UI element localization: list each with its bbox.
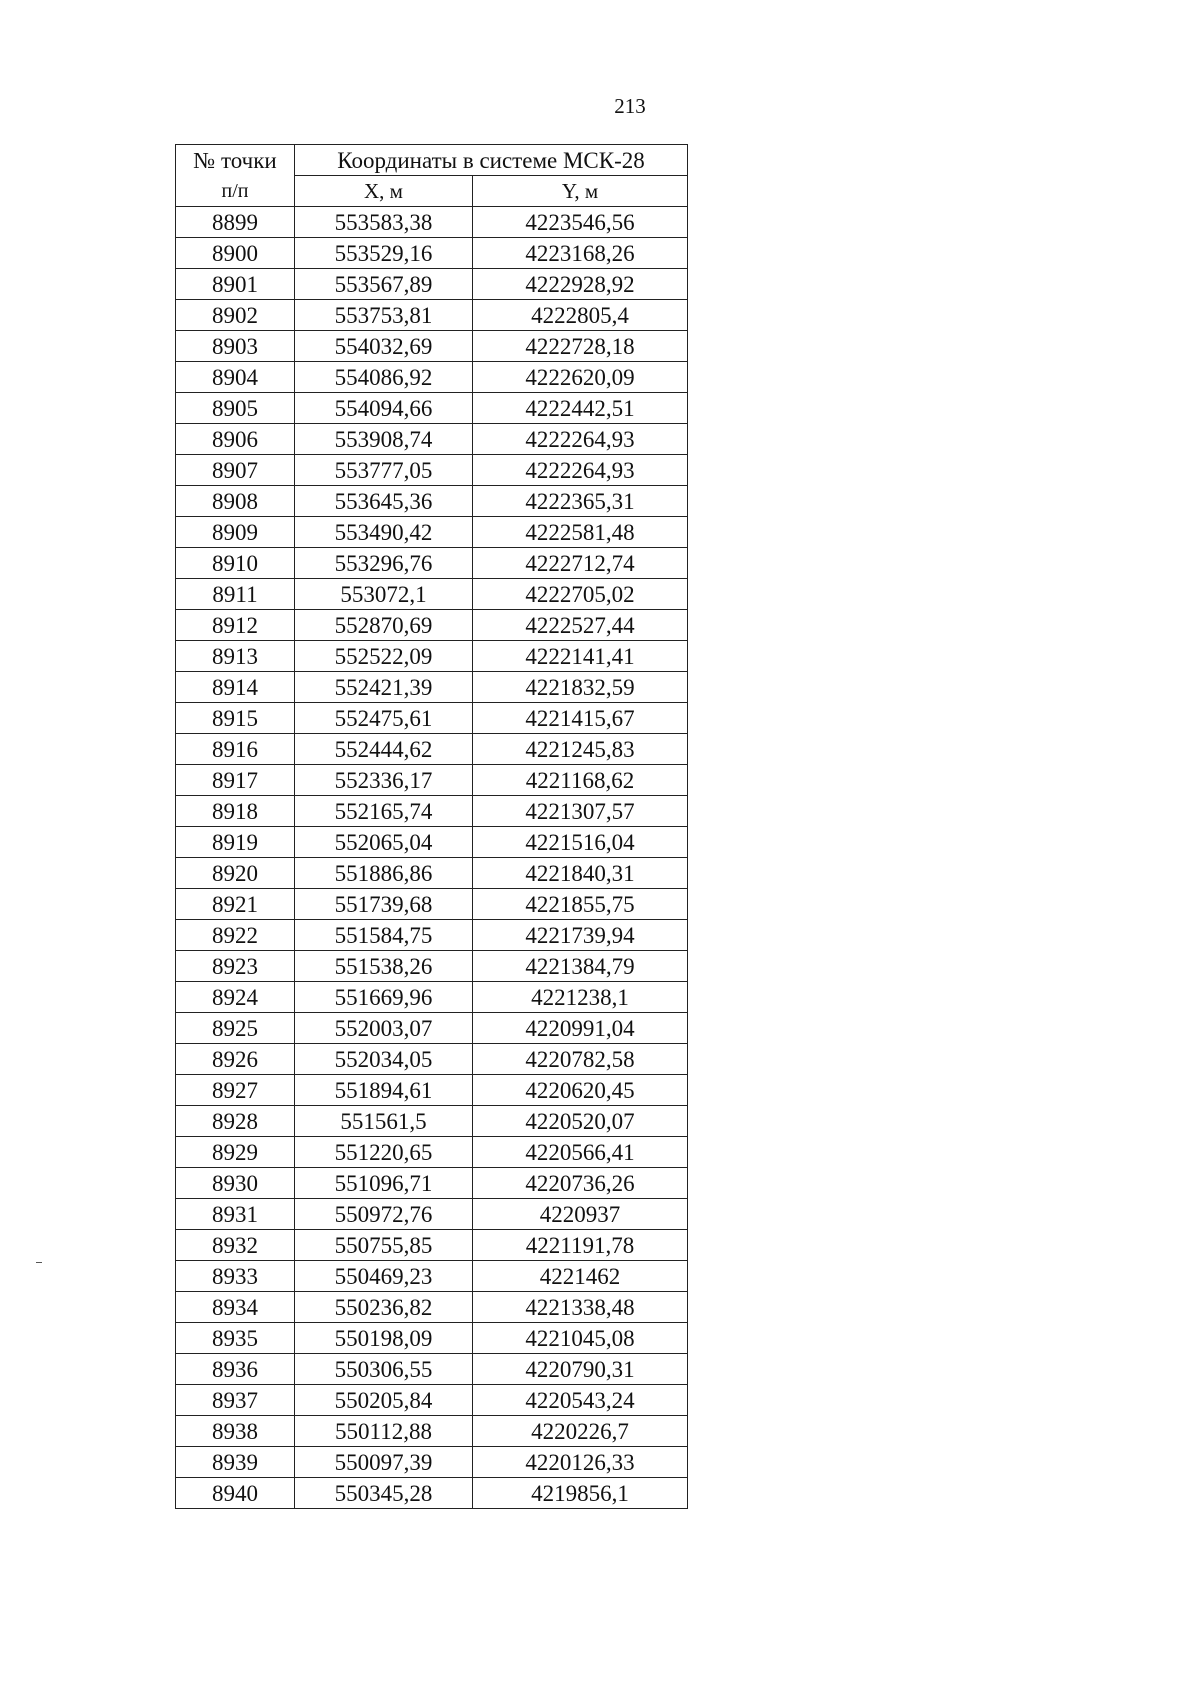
point-number-cell: 8923 [176,951,295,982]
point-number-cell: 8936 [176,1354,295,1385]
x-coordinate-cell: 553777,05 [295,455,473,486]
y-coordinate-cell: 4220520,07 [473,1106,688,1137]
table-row [176,1075,688,1106]
x-coordinate-cell: 551739,68 [295,889,473,920]
table-row [176,579,688,610]
y-coordinate-cell: 4221415,67 [473,703,688,734]
y-coordinate-cell: 4222712,74 [473,548,688,579]
x-coordinate-cell: 550205,84 [295,1385,473,1416]
x-coordinate-cell: 550345,28 [295,1478,473,1509]
y-coordinate-cell: 4219856,1 [473,1478,688,1509]
x-coordinate-cell: 553072,1 [295,579,473,610]
table-row [176,641,688,672]
y-coordinate-cell: 4221245,83 [473,734,688,765]
y-coordinate-cell: 4221191,78 [473,1230,688,1261]
y-coordinate-cell: 4222581,48 [473,517,688,548]
coordinates-table-body [176,145,688,1509]
table-row [176,207,688,238]
table-row [176,1137,688,1168]
y-coordinate-cell: 4223546,56 [473,207,688,238]
y-coordinate-cell: 4220937 [473,1199,688,1230]
y-coordinate-cell: 4222805,4 [473,300,688,331]
point-number-cell: 8910 [176,548,295,579]
y-coordinate-cell: 4222264,93 [473,424,688,455]
x-coordinate-cell: 553490,42 [295,517,473,548]
x-coordinate-cell: 552034,05 [295,1044,473,1075]
y-coordinate-cell: 4222705,02 [473,579,688,610]
x-coordinate-cell: 553567,89 [295,269,473,300]
y-coordinate-cell: 4221462 [473,1261,688,1292]
point-number-cell: 8928 [176,1106,295,1137]
y-coordinate-cell: 4222527,44 [473,610,688,641]
x-coordinate-cell: 554032,69 [295,331,473,362]
x-coordinate-cell: 553583,38 [295,207,473,238]
x-coordinate-cell: 551538,26 [295,951,473,982]
table-row [176,827,688,858]
point-number-cell: 8906 [176,424,295,455]
header-y-column: Y, м [473,176,688,207]
y-coordinate-cell: 4222620,09 [473,362,688,393]
y-coordinate-cell: 4222728,18 [473,331,688,362]
table-row [176,734,688,765]
table-row [176,1292,688,1323]
table-row [176,703,688,734]
x-coordinate-cell: 552336,17 [295,765,473,796]
point-number-cell: 8903 [176,331,295,362]
table-row [176,362,688,393]
y-coordinate-cell: 4221832,59 [473,672,688,703]
x-coordinate-cell: 552475,61 [295,703,473,734]
point-number-cell: 8924 [176,982,295,1013]
y-coordinate-cell: 4221168,62 [473,765,688,796]
point-number-cell: 8939 [176,1447,295,1478]
table-row [176,1478,688,1509]
header-x-column: X, м [295,176,473,207]
table-row [176,1013,688,1044]
y-coordinate-cell: 4221516,04 [473,827,688,858]
x-coordinate-cell: 551886,86 [295,858,473,889]
table-row [176,796,688,827]
point-number-cell: 8909 [176,517,295,548]
table-row [176,548,688,579]
point-number-cell: 8920 [176,858,295,889]
x-coordinate-cell: 554086,92 [295,362,473,393]
point-number-cell: 8931 [176,1199,295,1230]
point-number-cell: 8938 [176,1416,295,1447]
x-coordinate-cell: 550236,82 [295,1292,473,1323]
point-number-cell: 8911 [176,579,295,610]
x-coordinate-cell: 551894,61 [295,1075,473,1106]
x-coordinate-cell: 553645,36 [295,486,473,517]
table-row [176,1323,688,1354]
y-coordinate-cell: 4222264,93 [473,455,688,486]
x-coordinate-cell: 553908,74 [295,424,473,455]
table-row [176,1385,688,1416]
y-coordinate-cell: 4220126,33 [473,1447,688,1478]
table-row [176,517,688,548]
x-coordinate-cell: 550198,09 [295,1323,473,1354]
point-number-cell: 8908 [176,486,295,517]
y-coordinate-cell: 4220226,7 [473,1416,688,1447]
x-coordinate-cell: 551584,75 [295,920,473,951]
x-coordinate-cell: 553296,76 [295,548,473,579]
y-coordinate-cell: 4221855,75 [473,889,688,920]
table-row [176,1044,688,1075]
y-coordinate-cell: 4220566,41 [473,1137,688,1168]
table-row [176,393,688,424]
table-header-row-2 [176,176,688,207]
x-coordinate-cell: 550755,85 [295,1230,473,1261]
x-coordinate-cell: 552003,07 [295,1013,473,1044]
x-coordinate-cell: 552522,09 [295,641,473,672]
x-coordinate-cell: 550112,88 [295,1416,473,1447]
table-row [176,672,688,703]
point-number-cell: 8932 [176,1230,295,1261]
coordinates-table [175,144,688,1509]
x-coordinate-cell: 550972,76 [295,1199,473,1230]
x-coordinate-cell: 552065,04 [295,827,473,858]
x-coordinate-cell: 552165,74 [295,796,473,827]
point-number-cell: 8916 [176,734,295,765]
table-row [176,1106,688,1137]
x-coordinate-cell: 553529,16 [295,238,473,269]
point-number-cell: 8912 [176,610,295,641]
x-coordinate-cell: 552421,39 [295,672,473,703]
header-point-number-sub: п/п [176,176,295,207]
point-number-cell: 8935 [176,1323,295,1354]
point-number-cell: 8922 [176,920,295,951]
y-coordinate-cell: 4222928,92 [473,269,688,300]
point-number-cell: 8902 [176,300,295,331]
x-coordinate-cell: 550306,55 [295,1354,473,1385]
table-row [176,1168,688,1199]
y-coordinate-cell: 4220543,24 [473,1385,688,1416]
x-coordinate-cell: 551561,5 [295,1106,473,1137]
point-number-cell: 8907 [176,455,295,486]
table-row [176,610,688,641]
header-point-number: № точки [176,145,295,176]
y-coordinate-cell: 4222365,31 [473,486,688,517]
table-row [176,331,688,362]
header-coordinates-title: Координаты в системе МСК-28 [295,145,688,176]
point-number-cell: 8913 [176,641,295,672]
scan-edge-mark [36,1262,42,1263]
point-number-cell: 8917 [176,765,295,796]
table-row [176,951,688,982]
point-number-cell: 8900 [176,238,295,269]
y-coordinate-cell: 4223168,26 [473,238,688,269]
table-row [176,1261,688,1292]
table-row [176,1199,688,1230]
page-number: 213 [614,94,646,118]
point-number-cell: 8926 [176,1044,295,1075]
table-row [176,238,688,269]
table-row [176,920,688,951]
point-number-cell: 8925 [176,1013,295,1044]
x-coordinate-cell: 552870,69 [295,610,473,641]
point-number-cell: 8930 [176,1168,295,1199]
x-coordinate-cell: 551220,65 [295,1137,473,1168]
y-coordinate-cell: 4221238,1 [473,982,688,1013]
table-row [176,1416,688,1447]
point-number-cell: 8937 [176,1385,295,1416]
y-coordinate-cell: 4220620,45 [473,1075,688,1106]
point-number-cell: 8899 [176,207,295,238]
point-number-cell: 8933 [176,1261,295,1292]
y-coordinate-cell: 4221739,94 [473,920,688,951]
table-row [176,486,688,517]
point-number-cell: 8915 [176,703,295,734]
x-coordinate-cell: 550097,39 [295,1447,473,1478]
y-coordinate-cell: 4222141,41 [473,641,688,672]
point-number-cell: 8919 [176,827,295,858]
point-number-cell: 8929 [176,1137,295,1168]
x-coordinate-cell: 552444,62 [295,734,473,765]
y-coordinate-cell: 4221307,57 [473,796,688,827]
point-number-cell: 8934 [176,1292,295,1323]
x-coordinate-cell: 554094,66 [295,393,473,424]
point-number-cell: 8940 [176,1478,295,1509]
table-row [176,982,688,1013]
y-coordinate-cell: 4222442,51 [473,393,688,424]
table-row [176,424,688,455]
table-header-row-1 [176,145,688,176]
y-coordinate-cell: 4221045,08 [473,1323,688,1354]
table-row [176,269,688,300]
y-coordinate-cell: 4220782,58 [473,1044,688,1075]
point-number-cell: 8921 [176,889,295,920]
table-row [176,455,688,486]
point-number-cell: 8918 [176,796,295,827]
table-row [176,858,688,889]
y-coordinate-cell: 4221384,79 [473,951,688,982]
point-number-cell: 8904 [176,362,295,393]
point-number-cell: 8914 [176,672,295,703]
x-coordinate-cell: 551096,71 [295,1168,473,1199]
table-row [176,1354,688,1385]
x-coordinate-cell: 553753,81 [295,300,473,331]
table-row [176,889,688,920]
point-number-cell: 8927 [176,1075,295,1106]
table-row [176,1447,688,1478]
y-coordinate-cell: 4221338,48 [473,1292,688,1323]
point-number-cell: 8901 [176,269,295,300]
y-coordinate-cell: 4220991,04 [473,1013,688,1044]
y-coordinate-cell: 4220736,26 [473,1168,688,1199]
y-coordinate-cell: 4221840,31 [473,858,688,889]
x-coordinate-cell: 551669,96 [295,982,473,1013]
table-row [176,300,688,331]
table-row [176,1230,688,1261]
table-row [176,765,688,796]
y-coordinate-cell: 4220790,31 [473,1354,688,1385]
x-coordinate-cell: 550469,23 [295,1261,473,1292]
point-number-cell: 8905 [176,393,295,424]
